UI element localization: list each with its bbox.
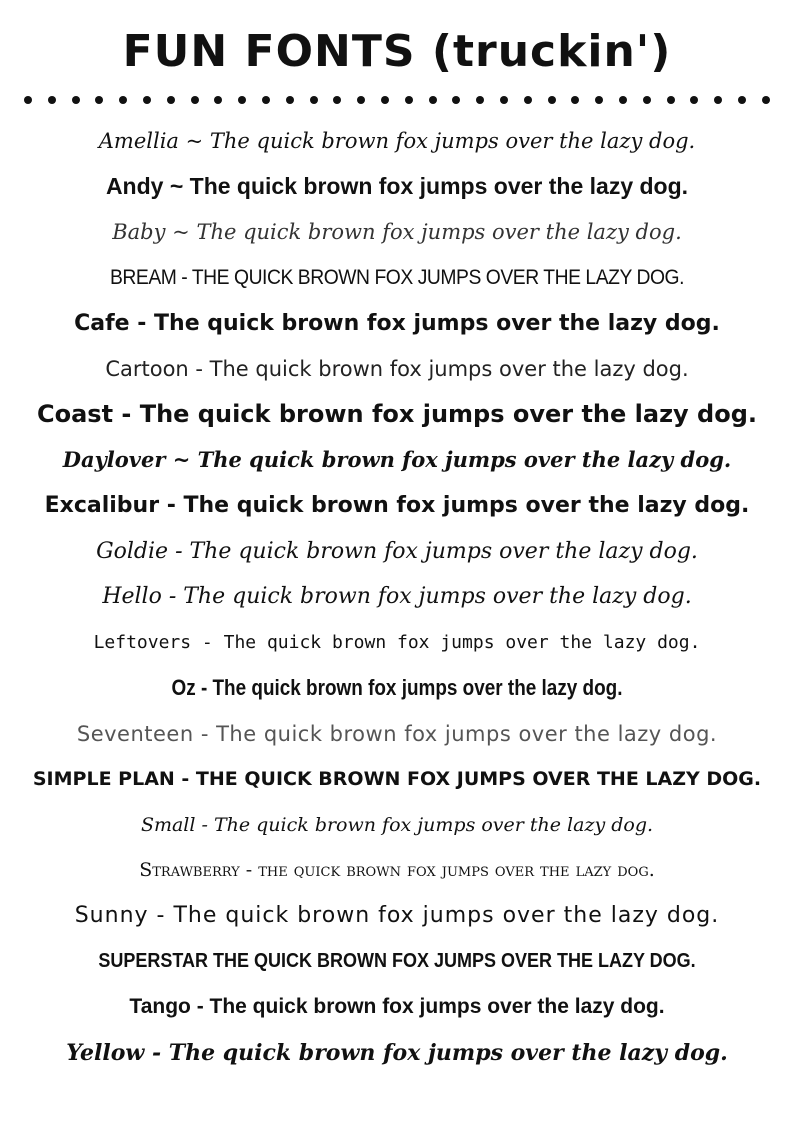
font-sample-line: Andy ~ The quick brown fox jumps over the lazy dog. <box>105 172 689 199</box>
divider-dot <box>333 96 341 104</box>
divider-dot <box>381 96 389 104</box>
font-sample-line: BREAM - THE QUICK BROWN FOX JUMPS OVER THE LAZY DOG. <box>109 265 685 289</box>
divider-dot <box>238 96 246 104</box>
divider-dot <box>48 96 56 104</box>
font-sample-line: Amellia ~ The quick brown fox jumps over the lazy dog. <box>98 128 696 153</box>
divider-dot <box>191 96 199 104</box>
divider-dot <box>143 96 151 104</box>
page-title: FUN FONTS (truckin') <box>122 26 672 77</box>
divider-dot <box>262 96 270 104</box>
divider-dot <box>595 96 603 104</box>
font-sample-line: Leftovers - The quick brown fox jumps over the lazy dog. <box>93 631 701 653</box>
font-sample-line: Hello - The quick brown fox jumps over the lazy dog. <box>102 584 692 610</box>
font-sample-line: Baby ~ The quick brown fox jumps over the lazy dog. <box>112 219 682 244</box>
divider-dot <box>405 96 413 104</box>
font-sample-line: Oz - The quick brown fox jumps over the lazy dog. <box>171 674 623 700</box>
font-sample-line: Tango - The quick brown fox jumps over the lazy dog. <box>129 995 665 1019</box>
divider-dot <box>476 96 484 104</box>
font-sample-line: Goldie - The quick brown fox jumps over the lazy dog. <box>96 538 698 564</box>
divider-dot <box>119 96 127 104</box>
divider-dot <box>310 96 318 104</box>
font-sample-line: Strawberry - the quick brown fox jumps over the lazy dog. <box>139 859 655 882</box>
dot-divider <box>24 94 770 106</box>
font-sample-line: SIMPLE PLAN - THE QUICK BROWN FOX JUMPS OVER THE LAZY DOG. <box>32 768 762 791</box>
divider-dot <box>357 96 365 104</box>
divider-dot <box>667 96 675 104</box>
divider-dot <box>167 96 175 104</box>
divider-dot <box>72 96 80 104</box>
divider-dot <box>214 96 222 104</box>
divider-dot <box>24 96 32 104</box>
divider-dot <box>619 96 627 104</box>
divider-dot <box>429 96 437 104</box>
font-sample-line: Coast - The quick brown fox jumps over the lazy dog. <box>36 400 758 429</box>
font-sample-line: SUPERSTAR THE QUICK BROWN FOX JUMPS OVER THE LAZY DOG. <box>98 949 696 972</box>
font-sample-line: Cafe - The quick brown fox jumps over the lazy dog. <box>74 310 720 336</box>
divider-dot <box>690 96 698 104</box>
font-sample-line: Daylover ~ The quick brown fox jumps over the lazy dog. <box>62 447 732 473</box>
font-sample-line: Yellow - The quick brown fox jumps over the lazy dog. <box>66 1039 728 1066</box>
divider-dot <box>286 96 294 104</box>
divider-dot <box>571 96 579 104</box>
divider-dot <box>500 96 508 104</box>
divider-dot <box>95 96 103 104</box>
font-sample-line: Excalibur - The quick brown fox jumps over the lazy dog. <box>44 493 750 519</box>
font-sample-list <box>10 118 784 1075</box>
divider-dot <box>738 96 746 104</box>
divider-dot <box>524 96 532 104</box>
divider-dot <box>762 96 770 104</box>
font-sample-line: Sunny - The quick brown fox jumps over the lazy dog. <box>74 903 720 929</box>
font-sample-line: Seventeen - The quick brown fox jumps over the lazy dog. <box>76 721 718 746</box>
divider-dot <box>548 96 556 104</box>
divider-dot <box>452 96 460 104</box>
divider-dot <box>643 96 651 104</box>
divider-dot <box>714 96 722 104</box>
font-sample-line: Cartoon - The quick brown fox jumps over the lazy dog. <box>105 356 689 381</box>
font-sample-line: Small - The quick brown fox jumps over the lazy dog. <box>140 813 654 836</box>
